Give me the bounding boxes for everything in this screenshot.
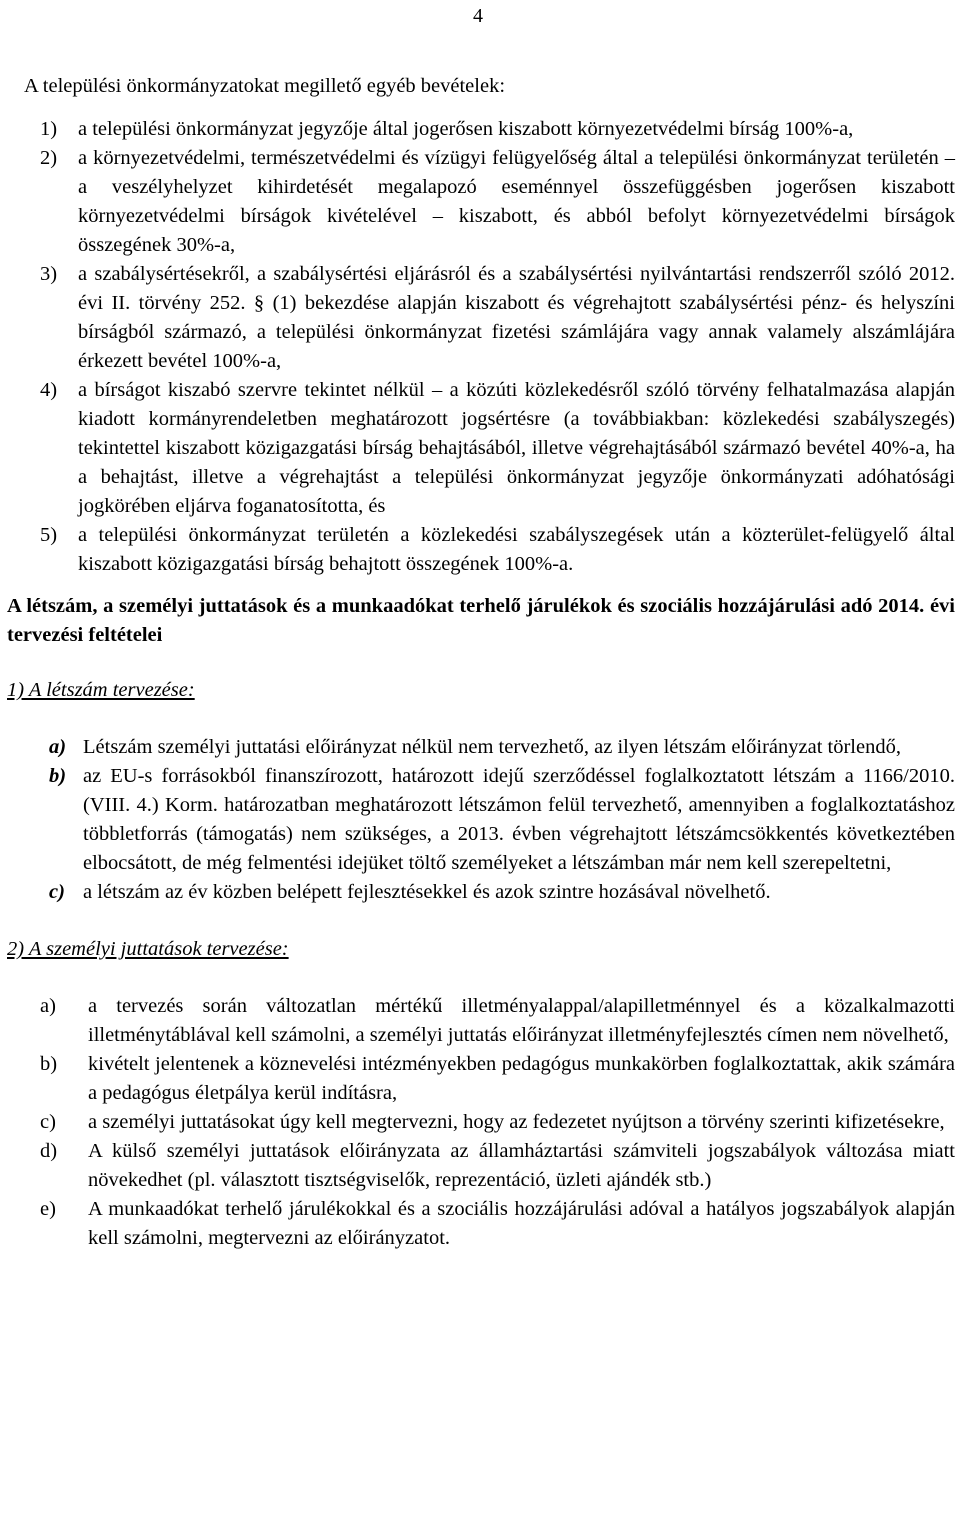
section-title-headcount: 1) A létszám tervezése:: [7, 679, 195, 701]
list-item-letter: b): [49, 765, 67, 787]
list-item-text: a települési önkormányzat területén a közlekedési szabályszegések után a közterület-felügyelő által kiszabott közigazgatási bírság behajtott összegének 100%-a.: [78, 524, 955, 575]
list-item-letter: a): [49, 736, 67, 758]
personnel-list: [7, 992, 955, 1253]
list-item-number: 3): [40, 263, 58, 285]
list-item-text: a települési önkormányzat jegyzője által jogerősen kiszabott környezetvédelmi bírság 100%-a,: [78, 118, 854, 140]
list-item-number: 2): [40, 147, 58, 169]
list-item: [40, 1108, 955, 1137]
list-item-text: kivételt jelentenek a köznevelési intézményekben pedagógus munkakörben foglalkoztattak, akik számára a pedagógus életpálya kerül indításra,: [88, 1053, 955, 1104]
list-item: [40, 376, 955, 521]
list-item-text: az EU-s forrásokból finanszírozott, határozott idejű szerződéssel foglalkoztatott létszám a 1166/2010. (VIII. 4.) Korm. határozatban meghatározott létszámon felül tervezhető, amennyiben a foglalkoztatáshoz többletforrás (támogatás) nem szükséges, a 2013. évben végrehajtott létszámcsökkentés következtében elbocsátott, de még felmentési idejüket töltő személyeket a létszámban már nem kell szerepeltetni,: [83, 765, 955, 874]
page-number: 4: [473, 5, 483, 27]
list-item: [40, 521, 955, 579]
list-item-letter: a): [40, 995, 56, 1017]
document-body: [7, 72, 955, 1253]
list-item-letter: e): [40, 1198, 56, 1220]
list-item-letter: c): [49, 881, 65, 903]
list-item: [40, 1050, 955, 1108]
list-item-text: A külső személyi juttatások előirányzata az államháztartási számviteli jogszabályok változása miatt növekedhet (pl. választott tisztségviselők, reprezentáció, üzleti ajándék stb.): [88, 1140, 955, 1191]
revenue-list: [7, 115, 955, 579]
list-item-text: a bírságot kiszabó szervre tekintet nélkül – a közúti közlekedésről szóló törvény felhatalmazása alapján kiadott kormányrendeletben meghatározott jogsértésre (a továbbiakban: közlekedési szabályszegés) tekintettel kiszabott közigazgatási bírság behajtásából, illetve végrehajtásából származó bevétel 40%-a, ha a behajtást, illetve a végrehajtást a települési önkormányzat jegyzője önkormányzati adóhatósági jogkörében eljárva foganatosította, és: [78, 379, 955, 517]
section-title-personnel: 2) A személyi juttatások tervezése:: [7, 938, 289, 960]
list-item-text: a szabálysértésekről, a szabálysértési eljárásról és a szabálysértési nyilvántartási rendszerről szóló 2012. évi II. törvény 252. § (1) bekezdése alapján kiszabott és végrehajtott szabálysértési pénz- és helyszíni bírságból származó, a települési önkormányzat fizetési számlájára vagy annak valamely alszámlájára érkezett bevétel 100%-a,: [78, 263, 955, 372]
list-item: [49, 762, 955, 878]
list-item-letter: b): [40, 1053, 58, 1075]
list-item: [40, 992, 955, 1050]
list-item-number: 4): [40, 379, 58, 401]
list-item-number: 1): [40, 118, 58, 140]
list-item-text: A munkaadókat terhelő járulékokkal és a szociális hozzájárulási adóval a hatályos jogszabályok alapján kell számolni, megtervezni az előirányzatot.: [88, 1198, 955, 1249]
list-item: [40, 1195, 955, 1253]
intro-text: A települési önkormányzatokat megillető egyéb bevételek:: [24, 75, 506, 97]
list-item-text: a személyi juttatásokat úgy kell megtervezni, hogy az fedezetet nyújtson a törvény szerinti kifizetésekre,: [88, 1111, 945, 1133]
list-item: [49, 878, 955, 907]
list-item: [40, 144, 955, 260]
list-item-text: a tervezés során változatlan mértékű illetményalappal/alapilletménnyel és a közalkalmazotti illetménytáblával kell számolni, a személyi juttatás előirányzat illetményfejlesztés címen nem növelhető,: [88, 995, 955, 1046]
list-item: [49, 733, 955, 762]
list-item-number: 5): [40, 524, 58, 546]
list-item-text: Létszám személyi juttatási előirányzat nélkül nem tervezhető, az ilyen létszám előirányzat törlendő,: [83, 736, 901, 758]
list-item-letter: c): [40, 1111, 56, 1133]
list-item: [40, 1137, 955, 1195]
list-item: [40, 115, 955, 144]
list-item-text: a létszám az év közben belépett fejlesztésekkel és azok szintre hozásával növelhető.: [83, 881, 771, 903]
list-item-letter: d): [40, 1140, 58, 1162]
headcount-list: [7, 733, 955, 907]
main-heading: A létszám, a személyi juttatások és a munkaadókat terhelő járulékok és szociális hozzájárulási adó 2014. évi tervezési feltételei: [7, 595, 955, 646]
list-item-text: a környezetvédelmi, természetvédelmi és vízügyi felügyelőség által a települési önkormányzat területén – a veszélyhelyzet kihirdetését megalapozó eseménnyel összefüggésben jogerősen kiszabott környezetvédelmi bírságok kivételével – kiszabott, és abból befolyt környezetvédelmi bírságok összegének 30%-a,: [78, 147, 955, 256]
list-item: [40, 260, 955, 376]
